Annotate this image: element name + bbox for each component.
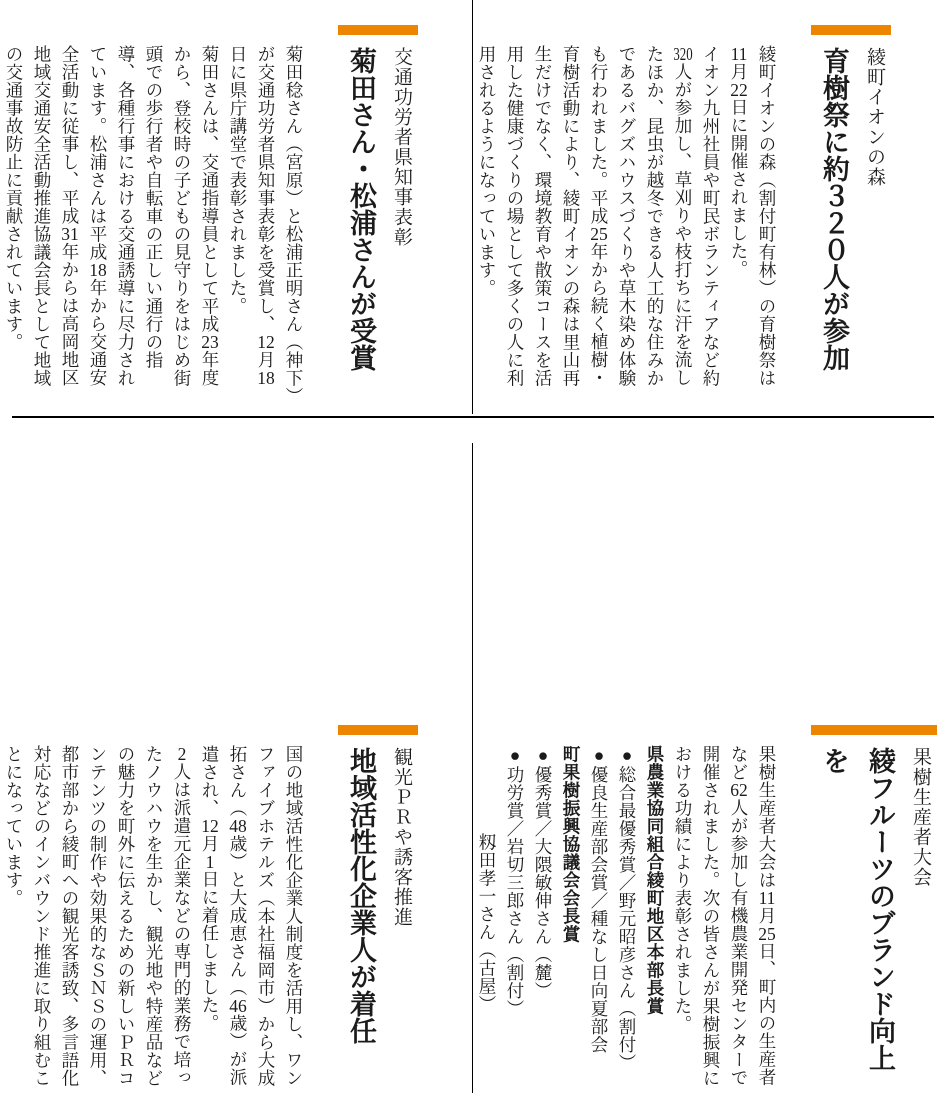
body-paragraph: 果樹生産者大会は11月25日、町内の生産者など62人が参加し有機農業開発センターで開催されました。次の皆さんが果樹振興における功績により表彰されました。 xyxy=(673,745,777,1087)
body-paragraph: 菊田稔さん（宮原）と松浦正明さん（神下）が交通功労者県知事表彰を受賞し、12月18日に県庁講堂で表彰されました。 xyxy=(228,45,304,397)
body-paragraph: 2人は派遣元企業などの専門的業務で培ったノウハウを生かし、観光地や特産品などの魅力を町外に伝えるための新しいＰＲコンテンツの制作や効果的なＳＮＳの運用、都市部から綾町への観光客誘致、多言語化対応などのインバウンド推進に取り組むことになっています。 xyxy=(4,745,192,1087)
article-column-flow xyxy=(473,25,891,397)
article-headline: 菊田さん・松浦さんが受賞 xyxy=(346,47,376,371)
article-headline: 育樹祭に約３２０人が参加 xyxy=(819,47,849,371)
body-paragraph: イオン九州社員や町民ボランティアなど約320人が参加し、草刈りや枝打ちに汗を流したほか、昆虫が越冬できる人工的な住みかであるバグズハウスづくりや草木染め体験も行われました。平成25年から続く植樹・育樹活動により、綾町イオンの森は里山再生だけでなく、環境教育や散策コースを活用した健康づくりの場として多くの人に利用されるようになっています。 xyxy=(477,45,721,387)
headline-accent-bar xyxy=(338,725,418,735)
article-kicker: 綾町イオンの森 xyxy=(864,47,885,187)
award-item: ●総合最優秀賞／野元昭彦さん（割付） xyxy=(617,745,637,1072)
article-header xyxy=(811,725,937,1097)
article-body xyxy=(0,25,308,397)
article-body xyxy=(473,725,781,1097)
body-paragraph: 菊田さんは、交通指導員として平成23年度から、登校時の子どもの見守りをはじめ街頭での歩行者や自転車の正しい通行の指導、各種行事における交通誘導に尽力されています。松浦さんは平成18年から交通安全活動に従事し、平成31年からは高岡地区地域交通安全活動推進協議会長として地域の交通事故防止に貢献されています。 xyxy=(4,45,220,387)
headline-accent-bar xyxy=(811,25,891,35)
article-headline: 地域活性化企業人が着任 xyxy=(346,747,376,1044)
headline-accent-bar xyxy=(811,725,937,735)
article-kicker: 交通功労者県知事表彰 xyxy=(391,47,412,247)
article-kigyojin xyxy=(0,417,473,1120)
body-paragraph: 綾町イオンの森（割付町有林）の育樹祭は11月22日に開催されました。 xyxy=(729,45,777,387)
award-section-heading: 町果樹振興協議会会長賞 xyxy=(561,745,581,943)
article-kicker: 観光ＰＲや誘客推進 xyxy=(391,747,412,927)
body-paragraph: 国の地域活性化企業人制度を活用し、ワンファイブホテルズ（本社福岡市）から大成拓さん（48歳）と大成恵さん（46歳）が派遣され、12月1日に着任しました。 xyxy=(200,745,304,1087)
article-column-flow xyxy=(473,725,937,1097)
article-body xyxy=(473,25,781,397)
article-header xyxy=(811,25,891,397)
article-column-flow xyxy=(0,725,418,1097)
article-header xyxy=(338,725,418,1097)
article-kaju-taikai xyxy=(473,417,946,1120)
award-item: ●優秀賞／大隈敏伸さん（麓） xyxy=(533,745,553,1000)
article-column-flow xyxy=(0,25,418,397)
vertical-divider-bottom xyxy=(472,443,473,1093)
award-item: ●功労賞／岩切三郎さん（割付） xyxy=(505,745,525,1018)
horizontal-divider xyxy=(12,416,934,418)
headline-accent-bar xyxy=(338,25,418,35)
article-kenchiji-hyosho xyxy=(0,0,473,417)
article-headline: 綾フルーツのブランド向上を xyxy=(819,747,895,1071)
article-body xyxy=(0,725,308,1097)
article-kicker: 果樹生産者大会 xyxy=(910,747,931,887)
award-section-heading: 県農業協同組合綾町地区本部長賞 xyxy=(645,745,665,1015)
award-item: ●優良生産部会賞／種なし日向夏部会 xyxy=(589,745,609,1054)
award-item-continuation: 籾田孝一さん（古屋） xyxy=(477,832,497,1013)
vertical-divider-top xyxy=(472,0,473,414)
article-header xyxy=(338,25,418,397)
article-ikujusai xyxy=(473,0,946,417)
